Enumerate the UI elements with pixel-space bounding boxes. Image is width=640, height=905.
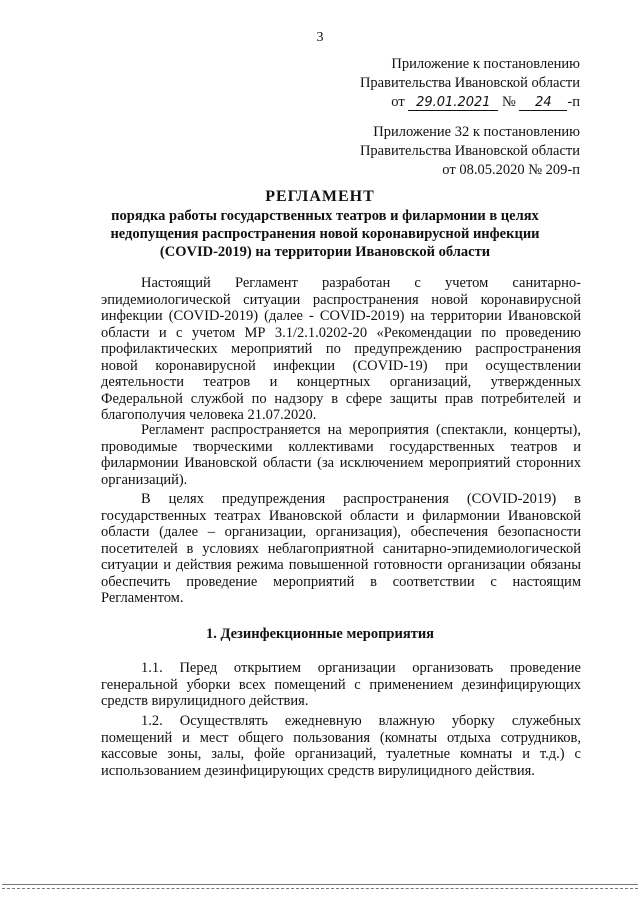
document-subtitle: порядка работы государственных театров и филармонии в целях недопущения распространения новой коронавирусной инфекции (COVID-2019) на территории Ивановской области xyxy=(110,208,540,260)
paragraph-text: Настоящий Регламент разработан с учетом санитарно-эпидемиологической ситуации распространения новой коронавирусной инфекции (COVID-2019) (далее - COVID-2019) на территории Ивановской области и с учетом МР 3.1/2.1.0202-20 «Рекомендации по проведению профилактических мероприятий по предупреждению распространения новой коронавирусной инфекции (COVID-19) при осуществлении деятельности театров и концертных организаций, утвержденных Федеральной службой по надзору в сфере защиты прав потребителей и благополучия человека 21.07.2020. xyxy=(101,275,581,423)
number-sign: № xyxy=(501,94,516,110)
handwritten-date: 29.01.2021 xyxy=(408,95,498,111)
appendix-block-current xyxy=(360,55,580,112)
appendix-line: от 08.05.2020 № 209-п xyxy=(442,162,580,178)
item-text: 1.2. Осуществлять ежедневную влажную уборку служебных помещений и мест общего пользования (комнаты отдыха сотрудников, кассовые зоны, залы, фойе организаций, туалетные комнаты и т.д.) с использованием дезинфицирующих средств вирулицидного действия. xyxy=(101,713,581,779)
appendix-line: Приложение 32 к постановлению xyxy=(373,124,580,140)
item-text: 1.1. Перед открытием организации организовать проведение генеральной уборки всех помещений с применением дезинфицирующих средств вирулицидного действия. xyxy=(101,660,581,709)
appendix-date-line xyxy=(360,93,580,112)
appendix-block-original xyxy=(360,123,580,180)
appendix-line: Правительства Ивановской области xyxy=(359,75,580,91)
paragraph-purpose xyxy=(101,491,581,607)
from-label: от xyxy=(391,94,405,110)
appendix-line: Приложение к постановлению xyxy=(391,56,580,72)
section-item-1-1 xyxy=(101,660,581,710)
paragraph-scope xyxy=(101,422,581,488)
number-suffix: -п xyxy=(567,94,580,110)
paragraph-text: Регламент распространяется на мероприятия (спектакли, концерты), проводимые творческими коллективами государственных театров и филармонии Ивановской области (за исключением мероприятий сторонних организаций). xyxy=(101,422,581,488)
appendix-line: Правительства Ивановской области xyxy=(359,143,580,159)
section-heading: 1. Дезинфекционные мероприятия xyxy=(205,626,435,642)
section-item-1-2 xyxy=(101,713,581,779)
handwritten-number: 24 xyxy=(519,95,567,111)
footer-divider xyxy=(2,884,638,885)
paragraph-intro xyxy=(101,275,581,424)
footer-divider xyxy=(2,888,638,889)
document-title: РЕГЛАМЕНТ xyxy=(265,188,375,205)
paragraph-text: В целях предупреждения распространения (COVID-2019) в государственных театрах Ивановской области и филармонии Ивановской области (далее – организации, организация), обеспечения безопасности посетителей в условиях неблагоприятной санитарно-эпидемиологической ситуации и действия режима повышенной готовности организации обязаны обеспечить проведение мероприятий в соответствии с настоящим Регламентом. xyxy=(101,491,581,606)
page-number: 3 xyxy=(316,30,324,45)
